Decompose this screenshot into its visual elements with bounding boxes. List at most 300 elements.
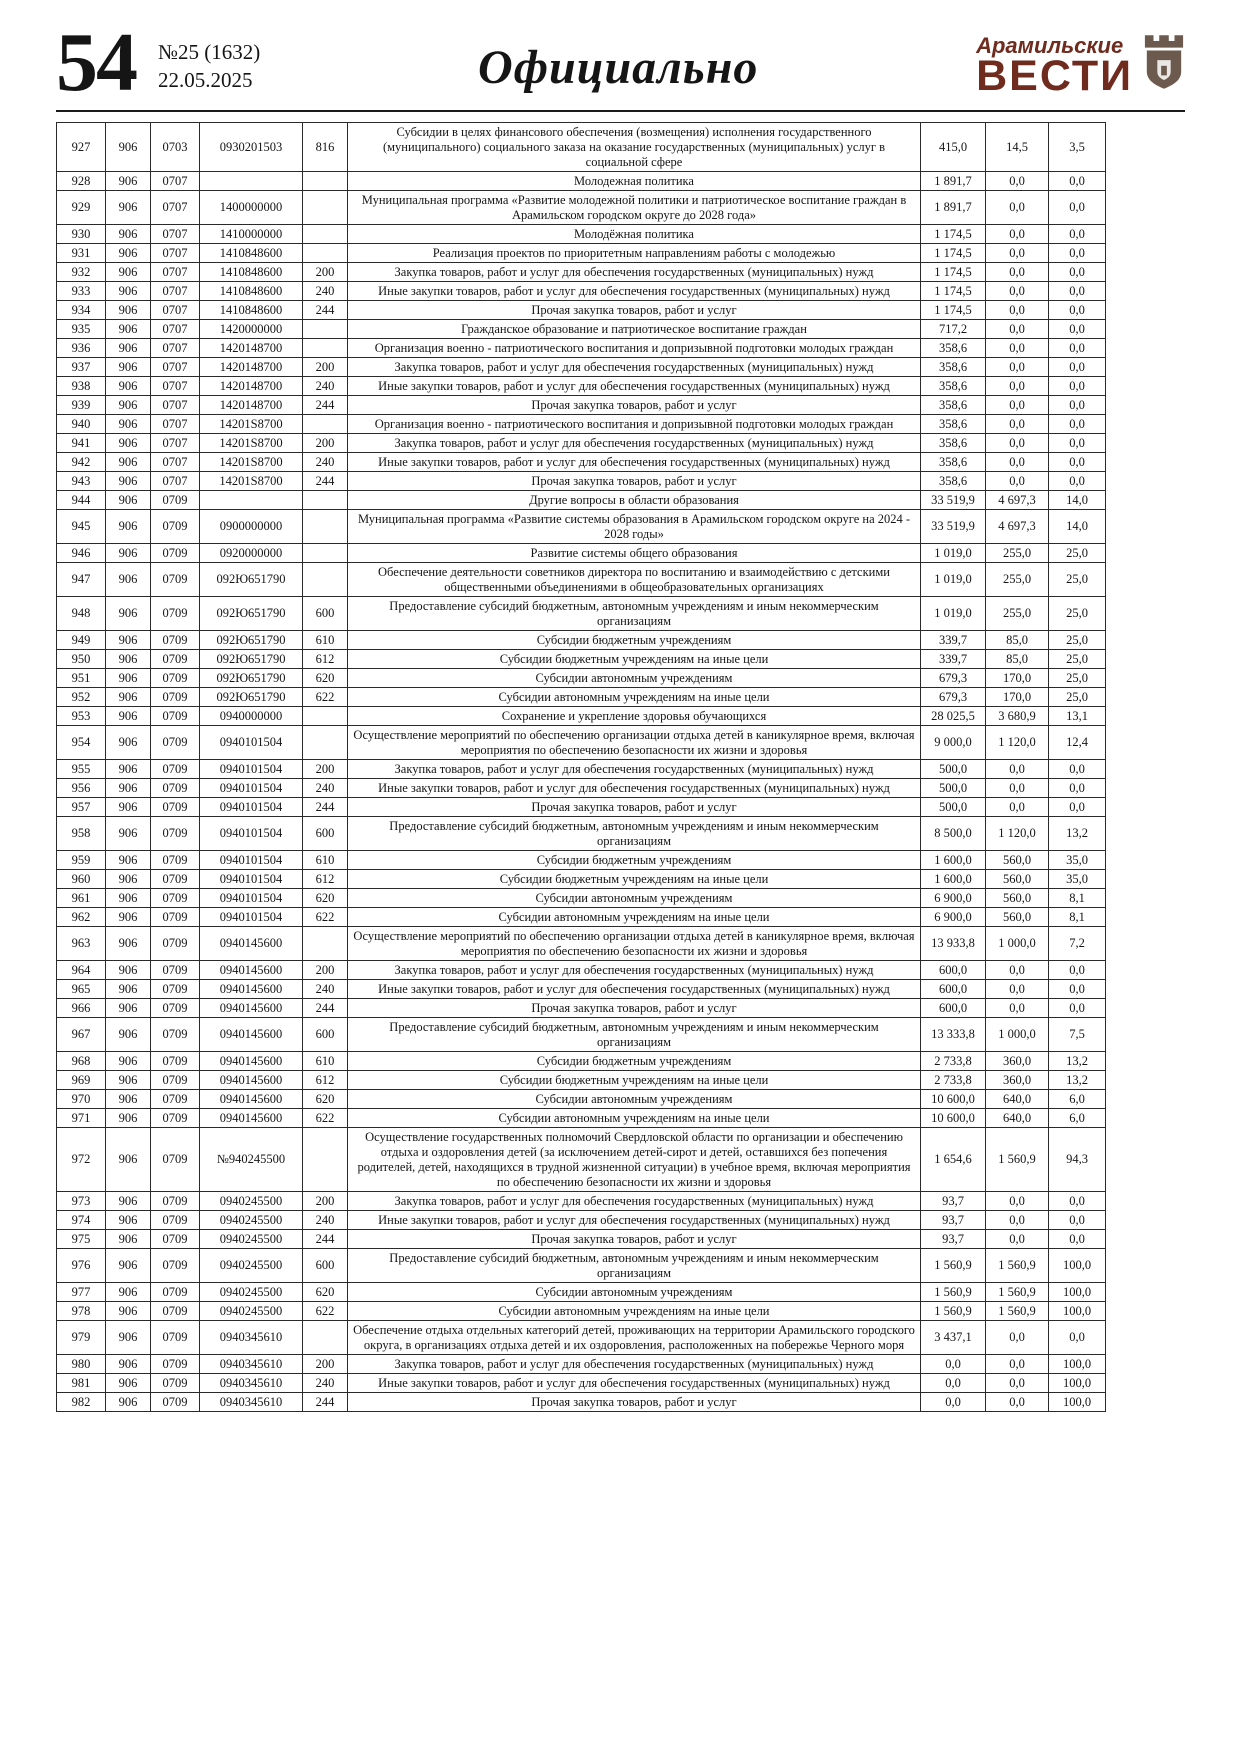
expense-type-cell: 622	[303, 908, 348, 927]
row-number-cell: 980	[57, 1355, 106, 1374]
grbs-code-cell: 906	[106, 927, 151, 961]
section-code-cell: 0709	[151, 1018, 200, 1052]
percent-cell: 3,5	[1049, 123, 1106, 172]
table-row	[57, 1090, 1106, 1109]
amount-executed-cell: 0,0	[986, 1192, 1049, 1211]
section-code-cell: 0707	[151, 244, 200, 263]
grbs-code-cell: 906	[106, 320, 151, 339]
grbs-code-cell: 906	[106, 1249, 151, 1283]
table-row	[57, 544, 1106, 563]
name-cell: Молодежная политика	[348, 172, 921, 191]
name-cell: Реализация проектов по приоритетным направлениям работы с молодежью	[348, 244, 921, 263]
target-article-cell: 0940101504	[200, 870, 303, 889]
percent-cell: 94,3	[1049, 1128, 1106, 1192]
amount-executed-cell: 0,0	[986, 980, 1049, 999]
amount-plan-cell: 93,7	[921, 1230, 986, 1249]
grbs-code-cell: 906	[106, 396, 151, 415]
page-number: 54	[56, 16, 136, 109]
table-row	[57, 510, 1106, 544]
grbs-code-cell: 906	[106, 301, 151, 320]
percent-cell: 0,0	[1049, 225, 1106, 244]
amount-executed-cell: 1 560,9	[986, 1249, 1049, 1283]
amount-executed-cell: 0,0	[986, 961, 1049, 980]
table-row	[57, 434, 1106, 453]
name-cell: Организация военно - патриотического воспитания и допризывной подготовки молодых граждан	[348, 415, 921, 434]
target-article-cell: 1410848600	[200, 301, 303, 320]
percent-cell: 100,0	[1049, 1374, 1106, 1393]
table-row	[57, 726, 1106, 760]
row-number-cell: 953	[57, 707, 106, 726]
expense-type-cell	[303, 1128, 348, 1192]
target-article-cell	[200, 491, 303, 510]
percent-cell: 0,0	[1049, 980, 1106, 999]
table-row	[57, 1052, 1106, 1071]
name-cell: Предоставление субсидий бюджетным, автономным учреждениям и иным некоммерческим организациям	[348, 1249, 921, 1283]
section-code-cell: 0709	[151, 669, 200, 688]
expense-type-cell: 240	[303, 1374, 348, 1393]
name-cell: Субсидии автономным учреждениям	[348, 1283, 921, 1302]
row-number-cell: 944	[57, 491, 106, 510]
section-code-cell: 0709	[151, 491, 200, 510]
expense-type-cell: 240	[303, 453, 348, 472]
row-number-cell: 958	[57, 817, 106, 851]
table-row	[57, 263, 1106, 282]
amount-plan-cell: 600,0	[921, 999, 986, 1018]
percent-cell: 35,0	[1049, 851, 1106, 870]
expense-type-cell: 244	[303, 1393, 348, 1412]
section-code-cell: 0709	[151, 1211, 200, 1230]
grbs-code-cell: 906	[106, 563, 151, 597]
section-code-cell: 0707	[151, 301, 200, 320]
expense-type-cell: 200	[303, 961, 348, 980]
table-row	[57, 1211, 1106, 1230]
section-code-cell: 0707	[151, 453, 200, 472]
name-cell: Предоставление субсидий бюджетным, автономным учреждениям и иным некоммерческим организациям	[348, 597, 921, 631]
table-row	[57, 1393, 1106, 1412]
amount-plan-cell: 358,6	[921, 377, 986, 396]
grbs-code-cell: 906	[106, 453, 151, 472]
percent-cell: 0,0	[1049, 396, 1106, 415]
table-row	[57, 999, 1106, 1018]
amount-executed-cell: 1 560,9	[986, 1283, 1049, 1302]
expense-type-cell: 200	[303, 358, 348, 377]
row-number-cell: 940	[57, 415, 106, 434]
amount-plan-cell: 500,0	[921, 798, 986, 817]
amount-plan-cell: 28 025,5	[921, 707, 986, 726]
target-article-cell: 1420148700	[200, 339, 303, 358]
row-number-cell: 971	[57, 1109, 106, 1128]
percent-cell: 25,0	[1049, 631, 1106, 650]
section-code-cell: 0707	[151, 263, 200, 282]
row-number-cell: 975	[57, 1230, 106, 1249]
amount-plan-cell: 358,6	[921, 453, 986, 472]
grbs-code-cell: 906	[106, 263, 151, 282]
target-article-cell: 14201S8700	[200, 415, 303, 434]
name-cell: Субсидии бюджетным учреждениям на иные цели	[348, 870, 921, 889]
expense-type-cell: 620	[303, 1283, 348, 1302]
issue-number: №25 (1632)	[158, 40, 261, 64]
amount-plan-cell: 10 600,0	[921, 1109, 986, 1128]
amount-executed-cell: 0,0	[986, 225, 1049, 244]
row-number-cell: 937	[57, 358, 106, 377]
amount-plan-cell: 600,0	[921, 980, 986, 999]
grbs-code-cell: 906	[106, 961, 151, 980]
target-article-cell: 0940245500	[200, 1192, 303, 1211]
section-code-cell: 0709	[151, 597, 200, 631]
name-cell: Обеспечение отдыха отдельных категорий детей, проживающих на территории Арамильского городского округа, в организациях отдыха детей и их оздоровления, расположенных на побережье Черного моря	[348, 1321, 921, 1355]
expense-type-cell: 240	[303, 980, 348, 999]
amount-executed-cell: 1 560,9	[986, 1128, 1049, 1192]
table-row	[57, 650, 1106, 669]
target-article-cell: 1410848600	[200, 282, 303, 301]
section-code-cell: 0709	[151, 1374, 200, 1393]
table-row	[57, 707, 1106, 726]
expense-type-cell: 240	[303, 779, 348, 798]
section-code-cell: 0709	[151, 688, 200, 707]
amount-plan-cell: 358,6	[921, 339, 986, 358]
section-title: Официально	[478, 41, 759, 94]
name-cell: Муниципальная программа «Развитие системы образования в Арамильском городском округе на 2024 - 2028 годы»	[348, 510, 921, 544]
expense-type-cell: 244	[303, 472, 348, 491]
amount-executed-cell: 3 680,9	[986, 707, 1049, 726]
amount-executed-cell: 560,0	[986, 851, 1049, 870]
name-cell: Субсидии бюджетным учреждениям	[348, 851, 921, 870]
amount-executed-cell: 0,0	[986, 472, 1049, 491]
section-code-cell: 0709	[151, 1192, 200, 1211]
section-code-cell: 0709	[151, 980, 200, 999]
amount-plan-cell: 1 891,7	[921, 172, 986, 191]
section-code-cell: 0709	[151, 1052, 200, 1071]
target-article-cell: 0940101504	[200, 798, 303, 817]
name-cell: Предоставление субсидий бюджетным, автономным учреждениям и иным некоммерческим организациям	[348, 1018, 921, 1052]
table-row	[57, 798, 1106, 817]
amount-executed-cell: 0,0	[986, 1355, 1049, 1374]
budget-table	[56, 122, 1106, 1412]
name-cell: Закупка товаров, работ и услуг для обеспечения государственных (муниципальных) нужд	[348, 434, 921, 453]
target-article-cell: 092Ю651790	[200, 597, 303, 631]
expense-type-cell	[303, 415, 348, 434]
grbs-code-cell: 906	[106, 244, 151, 263]
issue-date: 22.05.2025	[158, 68, 253, 92]
percent-cell: 0,0	[1049, 377, 1106, 396]
percent-cell: 0,0	[1049, 472, 1106, 491]
amount-executed-cell: 0,0	[986, 1321, 1049, 1355]
amount-executed-cell: 0,0	[986, 779, 1049, 798]
grbs-code-cell: 906	[106, 434, 151, 453]
percent-cell: 0,0	[1049, 779, 1106, 798]
name-cell: Закупка товаров, работ и услуг для обеспечения государственных (муниципальных) нужд	[348, 961, 921, 980]
name-cell: Субсидии автономным учреждениям на иные цели	[348, 688, 921, 707]
amount-plan-cell: 6 900,0	[921, 908, 986, 927]
row-number-cell: 939	[57, 396, 106, 415]
target-article-cell: 14201S8700	[200, 453, 303, 472]
target-article-cell: 0940145600	[200, 1052, 303, 1071]
expense-type-cell	[303, 172, 348, 191]
table-row	[57, 1192, 1106, 1211]
row-number-cell: 955	[57, 760, 106, 779]
percent-cell: 100,0	[1049, 1393, 1106, 1412]
grbs-code-cell: 906	[106, 688, 151, 707]
section-code-cell: 0709	[151, 726, 200, 760]
section-code-cell: 0707	[151, 320, 200, 339]
percent-cell: 0,0	[1049, 358, 1106, 377]
name-cell: Субсидии бюджетным учреждениям	[348, 1052, 921, 1071]
grbs-code-cell: 906	[106, 1374, 151, 1393]
table-row	[57, 688, 1106, 707]
amount-executed-cell: 0,0	[986, 396, 1049, 415]
amount-executed-cell: 0,0	[986, 434, 1049, 453]
grbs-code-cell: 906	[106, 851, 151, 870]
row-number-cell: 947	[57, 563, 106, 597]
amount-plan-cell: 1 560,9	[921, 1249, 986, 1283]
name-cell: Прочая закупка товаров, работ и услуг	[348, 1230, 921, 1249]
table-row	[57, 760, 1106, 779]
expense-type-cell: 612	[303, 870, 348, 889]
grbs-code-cell: 906	[106, 707, 151, 726]
percent-cell: 100,0	[1049, 1249, 1106, 1283]
name-cell: Субсидии бюджетным учреждениям на иные цели	[348, 1071, 921, 1090]
amount-executed-cell: 0,0	[986, 377, 1049, 396]
percent-cell: 25,0	[1049, 669, 1106, 688]
grbs-code-cell: 906	[106, 358, 151, 377]
target-article-cell: 0940245500	[200, 1283, 303, 1302]
section-code-cell: 0709	[151, 1355, 200, 1374]
percent-cell: 0,0	[1049, 282, 1106, 301]
table-row	[57, 123, 1106, 172]
percent-cell: 100,0	[1049, 1302, 1106, 1321]
amount-executed-cell: 85,0	[986, 631, 1049, 650]
header-divider	[56, 110, 1185, 112]
expense-type-cell	[303, 927, 348, 961]
table-row	[57, 1355, 1106, 1374]
target-article-cell: 1410848600	[200, 263, 303, 282]
row-number-cell: 948	[57, 597, 106, 631]
row-number-cell: 936	[57, 339, 106, 358]
section-code-cell: 0707	[151, 358, 200, 377]
target-article-cell: 0940345610	[200, 1355, 303, 1374]
row-number-cell: 974	[57, 1211, 106, 1230]
target-article-cell: 1420000000	[200, 320, 303, 339]
amount-executed-cell: 0,0	[986, 244, 1049, 263]
row-number-cell: 982	[57, 1393, 106, 1412]
target-article-cell: 0940145600	[200, 1018, 303, 1052]
amount-executed-cell: 255,0	[986, 563, 1049, 597]
name-cell: Субсидии автономным учреждениям на иные цели	[348, 908, 921, 927]
grbs-code-cell: 906	[106, 544, 151, 563]
row-number-cell: 962	[57, 908, 106, 927]
table-row	[57, 817, 1106, 851]
brand-bottom-label: ВЕСТИ	[976, 51, 1133, 100]
target-article-cell: 0940245500	[200, 1211, 303, 1230]
expense-type-cell: 244	[303, 798, 348, 817]
table-row	[57, 779, 1106, 798]
target-article-cell: 1400000000	[200, 191, 303, 225]
row-number-cell: 965	[57, 980, 106, 999]
amount-executed-cell: 170,0	[986, 669, 1049, 688]
amount-plan-cell: 1 174,5	[921, 244, 986, 263]
table-row	[57, 1230, 1106, 1249]
name-cell: Прочая закупка товаров, работ и услуг	[348, 301, 921, 320]
target-article-cell: 0940145600	[200, 1090, 303, 1109]
section-code-cell: 0709	[151, 851, 200, 870]
section-code-cell: 0709	[151, 817, 200, 851]
brand-text	[976, 32, 1133, 100]
grbs-code-cell: 906	[106, 889, 151, 908]
name-cell: Субсидии бюджетным учреждениям	[348, 631, 921, 650]
amount-plan-cell: 717,2	[921, 320, 986, 339]
name-cell: Осуществление государственных полномочий Свердловской области по организации и обеспечению отдыха и оздоровления детей (за исключением детей-сирот и детей, оставшихся без попечения родителей, детей, находящихся в трудной жизненной ситуации) в учебное время, включая мероприятия по обеспечению безопасности их жизни и здоровья	[348, 1128, 921, 1192]
grbs-code-cell: 906	[106, 1211, 151, 1230]
name-cell: Прочая закупка товаров, работ и услуг	[348, 396, 921, 415]
amount-plan-cell: 679,3	[921, 669, 986, 688]
expense-type-cell	[303, 544, 348, 563]
grbs-code-cell: 906	[106, 1090, 151, 1109]
amount-executed-cell: 560,0	[986, 870, 1049, 889]
expense-type-cell	[303, 491, 348, 510]
row-number-cell: 934	[57, 301, 106, 320]
target-article-cell: 092Ю651790	[200, 563, 303, 597]
target-article-cell: 0940145600	[200, 1109, 303, 1128]
section-code-cell: 0707	[151, 191, 200, 225]
amount-plan-cell: 1 019,0	[921, 597, 986, 631]
grbs-code-cell: 906	[106, 631, 151, 650]
amount-plan-cell: 1 174,5	[921, 225, 986, 244]
percent-cell: 0,0	[1049, 320, 1106, 339]
name-cell: Другие вопросы в области образования	[348, 491, 921, 510]
amount-executed-cell: 4 697,3	[986, 510, 1049, 544]
target-article-cell	[200, 172, 303, 191]
amount-executed-cell: 0,0	[986, 415, 1049, 434]
name-cell: Субсидии автономным учреждениям на иные цели	[348, 1109, 921, 1128]
expense-type-cell: 600	[303, 1018, 348, 1052]
expense-type-cell: 240	[303, 1211, 348, 1230]
expense-type-cell	[303, 707, 348, 726]
table-row	[57, 1128, 1106, 1192]
row-number-cell: 959	[57, 851, 106, 870]
target-article-cell: 092Ю651790	[200, 631, 303, 650]
row-number-cell: 946	[57, 544, 106, 563]
row-number-cell: 942	[57, 453, 106, 472]
row-number-cell: 979	[57, 1321, 106, 1355]
row-number-cell: 956	[57, 779, 106, 798]
section-code-cell: 0707	[151, 225, 200, 244]
percent-cell: 25,0	[1049, 650, 1106, 669]
target-article-cell: 0940245500	[200, 1249, 303, 1283]
section-code-cell: 0707	[151, 415, 200, 434]
expense-type-cell: 240	[303, 377, 348, 396]
table-row	[57, 377, 1106, 396]
row-number-cell: 957	[57, 798, 106, 817]
section-code-cell: 0709	[151, 1109, 200, 1128]
row-number-cell: 954	[57, 726, 106, 760]
grbs-code-cell: 906	[106, 1192, 151, 1211]
table-row	[57, 472, 1106, 491]
percent-cell: 13,2	[1049, 1052, 1106, 1071]
percent-cell: 25,0	[1049, 597, 1106, 631]
amount-plan-cell: 358,6	[921, 358, 986, 377]
table-row	[57, 1283, 1106, 1302]
percent-cell: 14,0	[1049, 510, 1106, 544]
expense-type-cell	[303, 510, 348, 544]
grbs-code-cell: 906	[106, 597, 151, 631]
amount-executed-cell: 360,0	[986, 1052, 1049, 1071]
section-code-cell: 0709	[151, 1283, 200, 1302]
percent-cell: 0,0	[1049, 1192, 1106, 1211]
amount-executed-cell: 0,0	[986, 1393, 1049, 1412]
table-row	[57, 339, 1106, 358]
row-number-cell: 966	[57, 999, 106, 1018]
percent-cell: 100,0	[1049, 1355, 1106, 1374]
amount-executed-cell: 0,0	[986, 1230, 1049, 1249]
table-row	[57, 396, 1106, 415]
target-article-cell: 092Ю651790	[200, 650, 303, 669]
amount-executed-cell: 640,0	[986, 1090, 1049, 1109]
percent-cell: 0,0	[1049, 1211, 1106, 1230]
name-cell: Обеспечение деятельности советников директора по воспитанию и взаимодействию с детскими общественными объединениями в общеобразовательных организациях	[348, 563, 921, 597]
grbs-code-cell: 906	[106, 1230, 151, 1249]
name-cell: Развитие системы общего образования	[348, 544, 921, 563]
table-row	[57, 1071, 1106, 1090]
grbs-code-cell: 906	[106, 339, 151, 358]
row-number-cell: 951	[57, 669, 106, 688]
row-number-cell: 981	[57, 1374, 106, 1393]
table-row	[57, 669, 1106, 688]
name-cell: Иные закупки товаров, работ и услуг для обеспечения государственных (муниципальных) нужд	[348, 282, 921, 301]
table-row	[57, 961, 1106, 980]
row-number-cell: 945	[57, 510, 106, 544]
section-code-cell: 0709	[151, 1393, 200, 1412]
row-number-cell: 950	[57, 650, 106, 669]
grbs-code-cell: 906	[106, 1355, 151, 1374]
name-cell: Субсидии автономным учреждениям	[348, 669, 921, 688]
amount-plan-cell: 1 600,0	[921, 870, 986, 889]
percent-cell: 7,5	[1049, 1018, 1106, 1052]
budget-table-body	[57, 123, 1106, 1412]
percent-cell: 6,0	[1049, 1090, 1106, 1109]
grbs-code-cell: 906	[106, 1393, 151, 1412]
grbs-code-cell: 906	[106, 870, 151, 889]
section-code-cell: 0709	[151, 1302, 200, 1321]
target-article-cell: 1420148700	[200, 396, 303, 415]
section-code-cell: 0709	[151, 927, 200, 961]
expense-type-cell	[303, 563, 348, 597]
name-cell: Закупка товаров, работ и услуг для обеспечения государственных (муниципальных) нужд	[348, 760, 921, 779]
brand-top-label: Арамильские	[976, 32, 1124, 58]
amount-executed-cell: 0,0	[986, 760, 1049, 779]
name-cell: Субсидии автономным учреждениям	[348, 1090, 921, 1109]
amount-plan-cell: 33 519,9	[921, 510, 986, 544]
target-article-cell: 0940245500	[200, 1230, 303, 1249]
amount-plan-cell: 1 174,5	[921, 263, 986, 282]
target-article-cell: 14201S8700	[200, 472, 303, 491]
grbs-code-cell: 906	[106, 1018, 151, 1052]
name-cell: Прочая закупка товаров, работ и услуг	[348, 798, 921, 817]
name-cell: Иные закупки товаров, работ и услуг для обеспечения государственных (муниципальных) нужд	[348, 453, 921, 472]
name-cell: Прочая закупка товаров, работ и услуг	[348, 472, 921, 491]
target-article-cell: 0940101504	[200, 760, 303, 779]
grbs-code-cell: 906	[106, 472, 151, 491]
section-code-cell: 0707	[151, 434, 200, 453]
expense-type-cell: 600	[303, 817, 348, 851]
masthead	[0, 0, 1241, 109]
section-code-cell: 0709	[151, 999, 200, 1018]
section-code-cell: 0709	[151, 779, 200, 798]
target-article-cell: 0900000000	[200, 510, 303, 544]
name-cell: Муниципальная программа «Развитие молодежной политики и патриотическое воспитание граждан в Арамильском городском округе до 2028 года»	[348, 191, 921, 225]
expense-type-cell: 244	[303, 301, 348, 320]
amount-plan-cell: 339,7	[921, 631, 986, 650]
row-number-cell: 968	[57, 1052, 106, 1071]
